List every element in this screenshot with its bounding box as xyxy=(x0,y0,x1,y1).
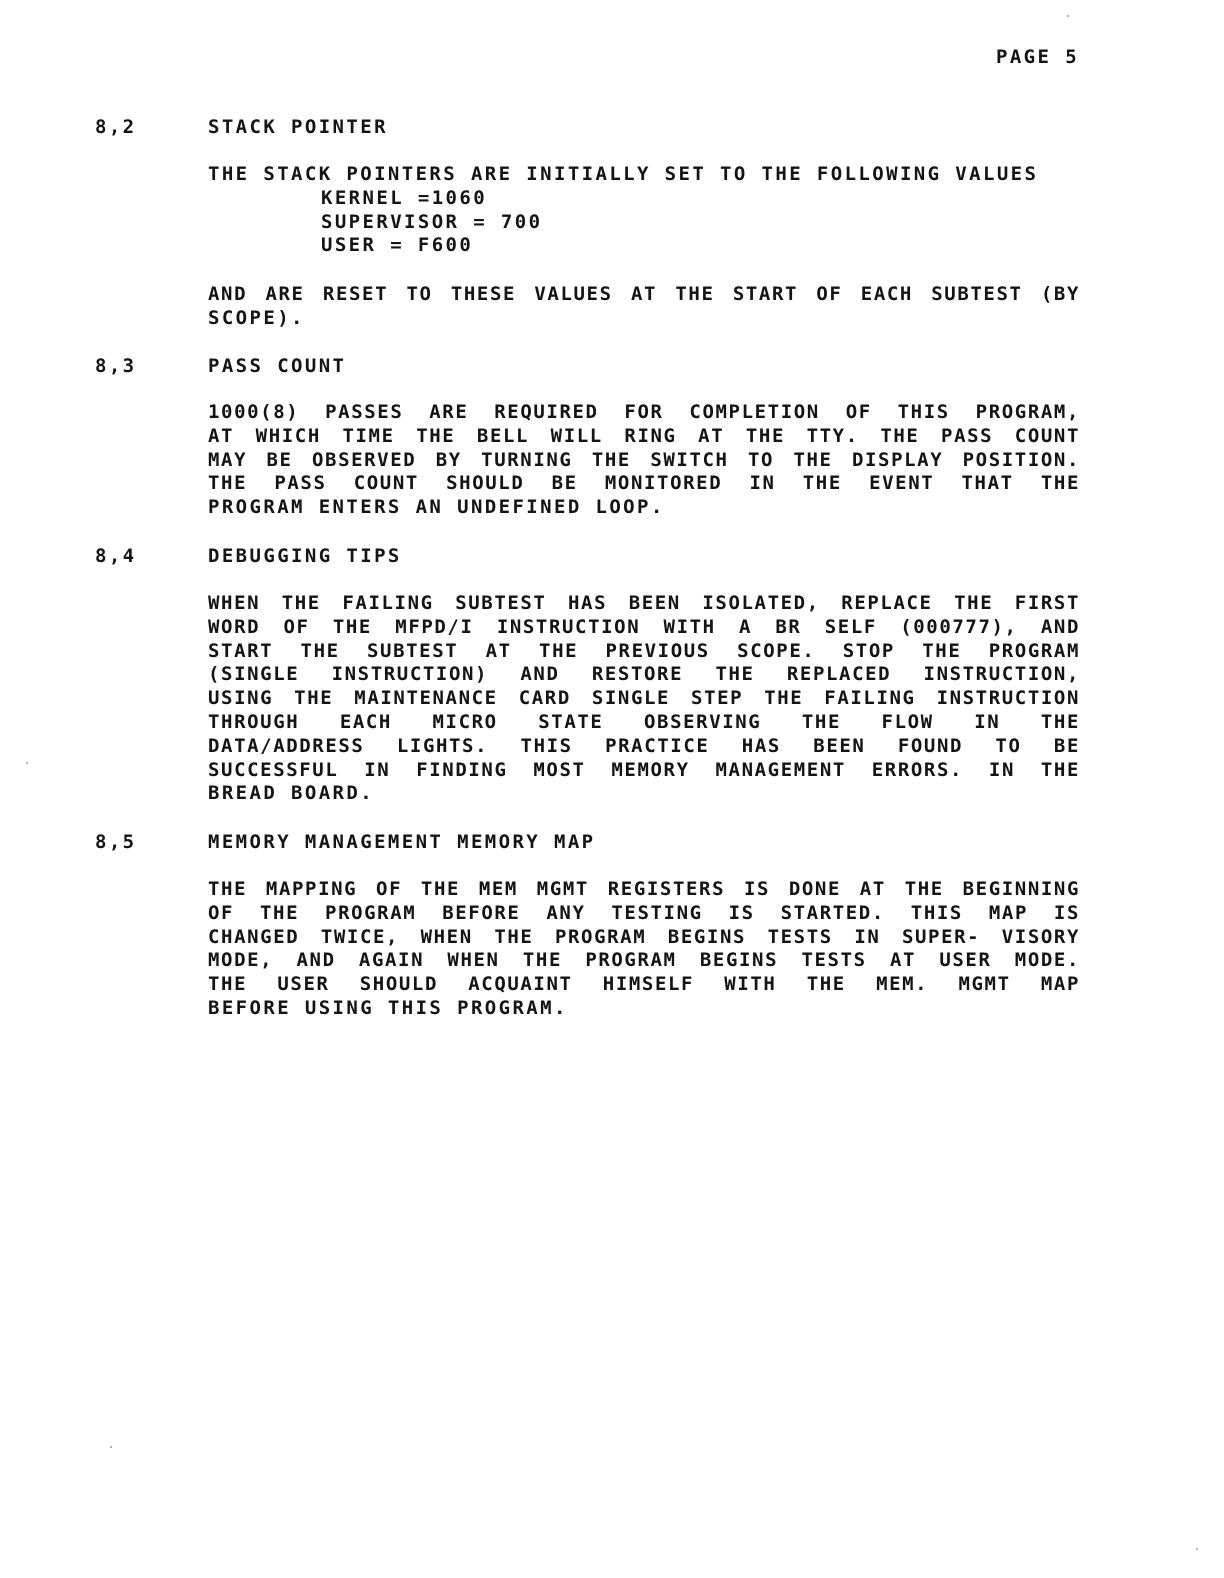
paragraph-line: AT WHICH TIME THE BELL WILL RING AT THE TTY. THE PASS COUNT xyxy=(208,424,1080,447)
paragraph-line: (SINGLE INSTRUCTION) AND RESTORE THE REPLACED INSTRUCTION, xyxy=(208,663,1080,686)
scan-speck xyxy=(110,1446,112,1448)
paragraph-line: MAY BE OBSERVED BY TURNING THE SWITCH TO THE DISPLAY POSITION. xyxy=(208,448,1080,471)
paragraph-line: THROUGH EACH MICRO STATE OBSERVING THE FLOW IN THE xyxy=(208,710,1080,733)
debugging-tips-paragraph xyxy=(208,592,1080,806)
supervisor-value-line: SUPERVISOR = 700 xyxy=(321,210,543,233)
section-number: 8,3 xyxy=(95,355,137,377)
paragraph-line: THE USER SHOULD ACQUAINT HIMSELF WITH THE MEM. MGMT MAP xyxy=(208,973,1080,996)
paragraph-line: 1000(8) PASSES ARE REQUIRED FOR COMPLETION OF THIS PROGRAM, xyxy=(208,401,1080,423)
stack-pointer-reset-paragraph xyxy=(208,283,1080,331)
section-number: 8,4 xyxy=(95,545,137,567)
paragraph-line: START THE SUBTEST AT THE PREVIOUS SCOPE. STOP THE PROGRAM xyxy=(208,639,1080,662)
user-value-line: USER = F600 xyxy=(321,234,474,257)
section-title: PASS COUNT xyxy=(208,355,347,377)
memory-map-paragraph xyxy=(208,878,1080,1021)
pass-count-paragraph xyxy=(208,401,1080,520)
section-number: 8,2 xyxy=(95,116,137,138)
paragraph-line: USING THE MAINTENANCE CARD SINGLE STEP THE FAILING INSTRUCTION xyxy=(208,687,1080,710)
section-title: MEMORY MANAGEMENT MEMORY MAP xyxy=(208,831,596,853)
paragraph-line: THE STACK POINTERS ARE INITIALLY SET TO THE FOLLOWING VALUES xyxy=(208,163,1039,185)
paragraph-line: MODE, AND AGAIN WHEN THE PROGRAM BEGINS TESTS AT USER MODE. xyxy=(208,949,1080,972)
paragraph-line: DATA/ADDRESS LIGHTS. THIS PRACTICE HAS BEEN FOUND TO BE xyxy=(208,734,1080,757)
page-number: PAGE 5 xyxy=(996,46,1080,68)
section-title: DEBUGGING TIPS xyxy=(208,545,402,567)
scan-speck xyxy=(26,762,28,764)
paragraph-line: PROGRAM ENTERS AN UNDEFINED LOOP. xyxy=(208,496,665,519)
paragraph-line: THE MAPPING OF THE MEM MGMT REGISTERS IS DONE AT THE BEGINNING xyxy=(208,878,1080,900)
section-title: STACK POINTER xyxy=(208,116,388,138)
scan-speck xyxy=(1196,1548,1198,1550)
paragraph-line: THE PASS COUNT SHOULD BE MONITORED IN THE EVENT THAT THE xyxy=(208,472,1080,495)
paragraph-line: AND ARE RESET TO THESE VALUES AT THE START OF EACH SUBTEST (BY xyxy=(208,283,1080,305)
paragraph-line: OF THE PROGRAM BEFORE ANY TESTING IS STARTED. THIS MAP IS xyxy=(208,901,1080,924)
paragraph-line: WHEN THE FAILING SUBTEST HAS BEEN ISOLATED, REPLACE THE FIRST xyxy=(208,592,1080,614)
scan-speck xyxy=(1067,15,1069,17)
paragraph-line: BREAD BOARD. xyxy=(208,782,375,805)
stack-pointer-values-block xyxy=(208,163,1080,258)
paragraph-line: CHANGED TWICE, WHEN THE PROGRAM BEGINS TESTS IN SUPER- VISORY xyxy=(208,925,1080,948)
paragraph-line: WORD OF THE MFPD/I INSTRUCTION WITH A BR SELF (000777), AND xyxy=(208,615,1080,638)
paragraph-line: SCOPE). xyxy=(208,306,305,329)
kernel-value-line: KERNEL =1060 xyxy=(321,186,488,209)
section-number: 8,5 xyxy=(95,831,137,853)
paragraph-line: BEFORE USING THIS PROGRAM. xyxy=(208,996,568,1019)
paragraph-line: SUCCESSFUL IN FINDING MOST MEMORY MANAGEMENT ERRORS. IN THE xyxy=(208,758,1080,781)
